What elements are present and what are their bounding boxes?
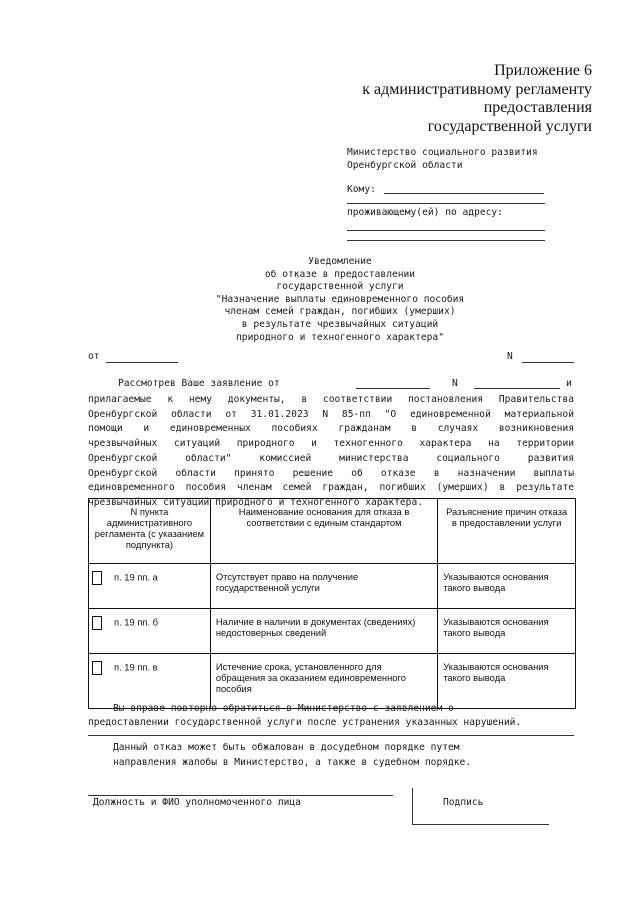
explanation-cell: Указываются основания такого вывода (438, 654, 576, 709)
title-line-6: в результате чрезвычайных ситуаций (241, 318, 439, 330)
date-label: от (88, 351, 100, 362)
appeal-line-2: направления жалобы в Министерство, а также в судебном порядке. (113, 757, 472, 768)
reapply-paragraph (88, 702, 574, 730)
separator-line (88, 735, 574, 736)
body-line-1c: и (566, 378, 572, 389)
body-line-5: чрезвычайных ситуаций природного и техногенного характера на территории (88, 438, 574, 450)
appeal-line-1: Данный отказ может быть обжалован в досудебном порядке путем (113, 742, 460, 753)
body-line-1a: Рассмотрев Ваше заявление от (118, 378, 280, 389)
checkbox[interactable] (92, 616, 102, 630)
explanation-cell: Указываются основания такого вывода (438, 609, 576, 654)
point-label: п. 19 пп. б (114, 616, 159, 628)
explanation-cell: Указываются основания такого вывода (438, 564, 576, 609)
table-row (89, 609, 576, 654)
title-line-1: Уведомление (308, 256, 372, 267)
address-label: проживающему(ей) по адресу: (347, 207, 503, 218)
address-field-line-2[interactable] (347, 240, 545, 241)
signature-label: Должность и ФИО уполномоченного лица (93, 797, 301, 808)
header-point: N пункта административного регламента (с указанием подпункта) (89, 499, 211, 564)
body-line-1b: N (452, 378, 458, 389)
appendix-line-4: государственной услуги (427, 117, 592, 135)
title-line-2: об отказе в предоставлении (264, 268, 416, 280)
number-field[interactable] (522, 362, 574, 363)
application-date-field[interactable] (356, 388, 430, 389)
decision-paragraph (88, 393, 574, 511)
point-label: п. 19 пп. а (114, 571, 158, 583)
number-label: N (507, 351, 513, 362)
body-line-7: Оренбургской области принято решение об отказе в назначении выплаты (88, 467, 574, 479)
checkbox[interactable] (92, 661, 102, 675)
body-line-8: единовременного пособия членам семей граждан, погибших (умерших) в результате (88, 482, 574, 494)
title-line-3: государственной услуги (276, 281, 404, 293)
application-number-field[interactable] (474, 388, 560, 389)
to-label: Кому: (347, 184, 376, 195)
ministry-line-2: Оренбургской области (347, 160, 463, 171)
checkbox[interactable] (92, 571, 102, 585)
header-reason: Наименование основания для отказа в соответствии с единым стандартом (210, 499, 437, 564)
body-line-6: Оренбургской области" комиссией министерства социального развития (88, 452, 574, 464)
to-field[interactable] (384, 193, 544, 194)
ministry-block (347, 146, 538, 172)
reapply-line-2: предоставлении государственной услуги после устранения указанных нарушений. (88, 717, 522, 728)
table-row (89, 654, 576, 709)
reason-cell: Наличие в наличии в документах (сведениях) недостоверных сведений (210, 609, 437, 654)
appendix-line-1: Приложение 6 (494, 62, 592, 79)
date-field[interactable] (106, 362, 178, 363)
reason-cell: Истечение срока, установленного для обращения за оказанием единовременного пособия (210, 654, 437, 709)
point-cell (89, 609, 211, 654)
podpis-label: Подпись (443, 797, 484, 808)
body-line-2: прилагаемые к нему документы, в соответствии постановления Правительства (88, 394, 574, 405)
signature-line[interactable] (88, 795, 393, 796)
title-line-4: "Назначение выплаты единовременного пособия (215, 293, 465, 305)
body-line-9: чрезвычайных ситуаций природного и техногенного характера. (88, 496, 424, 508)
to-field-line-2[interactable] (347, 203, 545, 204)
reason-cell: Отсутствует право на получение государственной услуги (210, 564, 437, 609)
table-row (89, 564, 576, 609)
header-explanation: Разъяснение причин отказа в предоставлении услуги (438, 499, 576, 564)
body-line-3: Оренбургской области от 31.01.2023 N 85-пп "О единовременной материальной (88, 408, 574, 420)
appendix-heading (362, 62, 592, 136)
point-cell (89, 564, 211, 609)
refusal-reasons-table (88, 498, 576, 709)
body-line-4: помощи и единовременных пособиях гражданам в случаях возникновения (88, 423, 574, 435)
point-cell (89, 654, 211, 709)
address-field-line-1[interactable] (347, 230, 545, 231)
appendix-line-2: к административному регламенту (362, 80, 592, 98)
title-line-5: членам семей граждан, погибших (умерших) (224, 306, 456, 318)
appeal-paragraph (113, 740, 471, 770)
table-header-row (89, 499, 576, 564)
appendix-line-3: предоставления (483, 99, 592, 116)
reapply-line-1: Вы вправе повторно обратиться в Министерство с заявлением о (113, 703, 454, 714)
point-label: п. 19 пп. в (114, 661, 158, 673)
notice-title (150, 256, 530, 344)
title-line-7: природного и техногенного характера" (236, 331, 444, 343)
ministry-line-1: Министерство социального развития (347, 147, 538, 158)
